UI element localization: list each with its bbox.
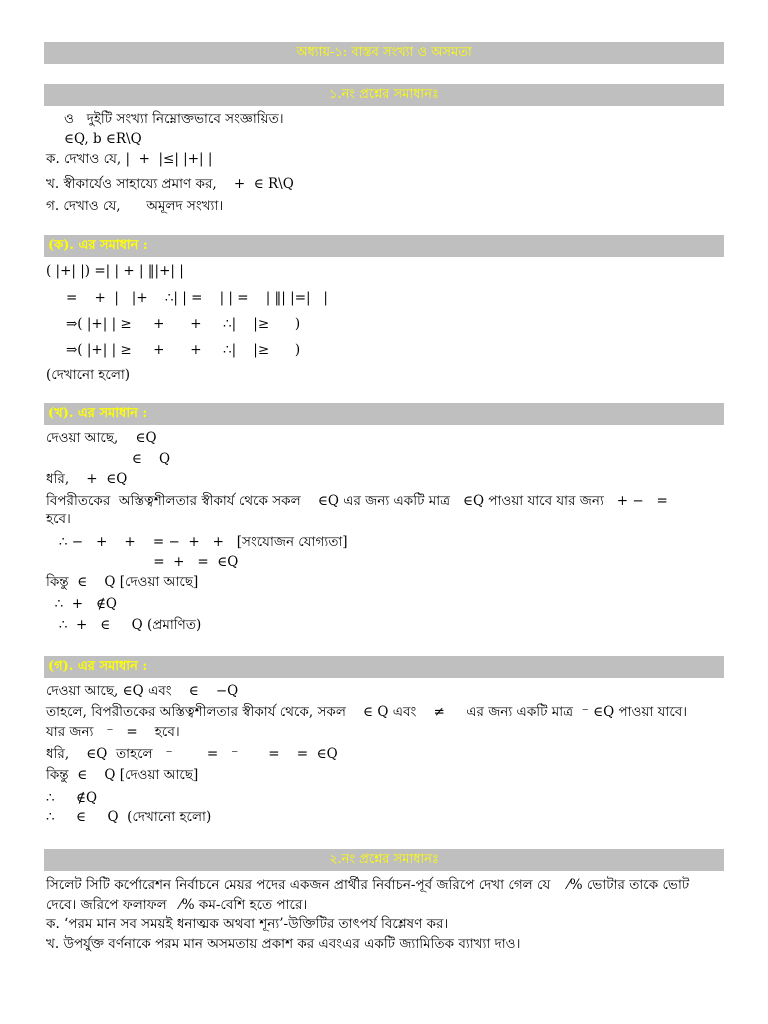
sol-ka-line: ⇒( |+| | ≥ + + ∴| |≥ ) (66, 342, 301, 358)
sol-kha-line: কিন্তু ∈ Q [দেওয়া আছে] (46, 574, 199, 590)
sol-ga-line: দেওয়া আছে, ∈Q এবং ∈ −Q (46, 683, 239, 699)
sol-ga-line: যার জন্য ⁻ = হবে। (46, 724, 180, 740)
q2-line: সিলেট সিটি কর্পোরেশন নির্বাচনে মেয়র পদের একজন প্রার্থীর নির্বাচন-পূর্ব জরিপে দেখা গেল যে ⁄% ভোটার তাকে ভোট (46, 877, 690, 893)
sol-kha-line: = + = ∈Q (46, 554, 239, 570)
q1-header: ১.নং প্রশ্নের সমাধানঃ (44, 84, 724, 106)
q1-part-ka: ক. দেখাও যে, | + |≤| |+| | (46, 151, 213, 167)
sol-kha-line: বিপরীতকের অস্তিত্বশীলতার স্বীকার্য থেকে সকল ∈Q এর জন্য একটি মাত্র ∈Q পাওয়া যাবে যার জন্য + − = (46, 493, 668, 509)
sol-ka-header: (ক). এর সমাধান : (44, 235, 724, 257)
sol-ka-conclusion: (দেখানো হলো) (46, 367, 131, 383)
q2-line: ক. ‘পরম মান সব সময়ই ধনাত্মক অথবা শূন্য’-উক্তিটির তাৎপর্য বিশ্লেষণ কর। (46, 916, 449, 932)
sol-kha-line: ∴ − + + = − + + [সংযোজন যোগ্যতা] (46, 534, 348, 550)
q2-line: দেবে। জরিপে ফলাফল ⁄% কম-বেশি হতে পারে। (46, 897, 308, 913)
q1-part-ga: গ. দেখাও যে, অমূলদ সংখ্যা। (46, 198, 224, 214)
sol-ga-line: ∴ ∉Q (46, 790, 98, 806)
chapter-header: অধ্যায়-১: বাস্তব সংখ্যা ও অসমতা (44, 42, 724, 64)
sol-ga-line: কিন্তু ∈ Q [দেওয়া আছে] (46, 767, 199, 783)
sol-kha-line: ∴ + ∈ Q (প্রমাণিত) (46, 617, 202, 633)
sol-ga-header: (গ). এর সমাধান : (44, 656, 724, 678)
sol-kha-header: (খ). এর সমাধান : (44, 403, 724, 425)
sol-ga-line: তাহলে, বিপরীতকের অস্তিত্বশীলতার স্বীকার্য থেকে, সকল ∈ Q এবং ≠ এর জন্য একটি মাত্র ⁻ ∈Q পাওয়া যাবে। (46, 704, 688, 720)
q1-given: ∈Q, b ∈R\Q (64, 131, 142, 147)
sol-ka-line: ⇒( |+| | ≥ + + ∴| |≥ ) (66, 316, 301, 332)
q1-part-kha: খ. স্বীকার্যেও সাহায্যে প্রমাণ কর, + ∈ R\Q (46, 176, 294, 192)
sol-ga-line: ∴ ∈ Q (দেখানো হলো) (46, 809, 212, 825)
sol-ga-line: ধরি, ∈Q তাহলে ⁻ = ⁻ = = ∈Q (46, 746, 338, 762)
sol-kha-line: ∴ + ∉Q (46, 596, 118, 612)
sol-kha-line: হবে। (46, 511, 71, 527)
sol-ka-line: = + | |+ ∴| | = | | = | ‖| |=| | (66, 290, 328, 306)
sol-ka-line: ( |+| |) =| | + | ‖|+| | (46, 263, 184, 279)
sol-kha-line: ধরি, + ∈Q (46, 471, 128, 487)
sol-kha-line: দেওয়া আছে, ∈Q (46, 430, 157, 446)
sol-kha-line: ∈ Q (46, 451, 171, 467)
q2-header: ২.নং প্রশ্নের সমাধানঃ (44, 849, 724, 871)
q1-intro: ও দুইটি সংখ্যা নিম্নোক্তভাবে সংজ্ঞায়িত। (64, 111, 284, 127)
q2-line: খ. উপর্যুক্ত বর্ণনাকে পরম মান অসমতায় প্রকাশ কর এবংএর একটি জ্যামিতিক ব্যাখ্যা দাও। (46, 936, 521, 952)
